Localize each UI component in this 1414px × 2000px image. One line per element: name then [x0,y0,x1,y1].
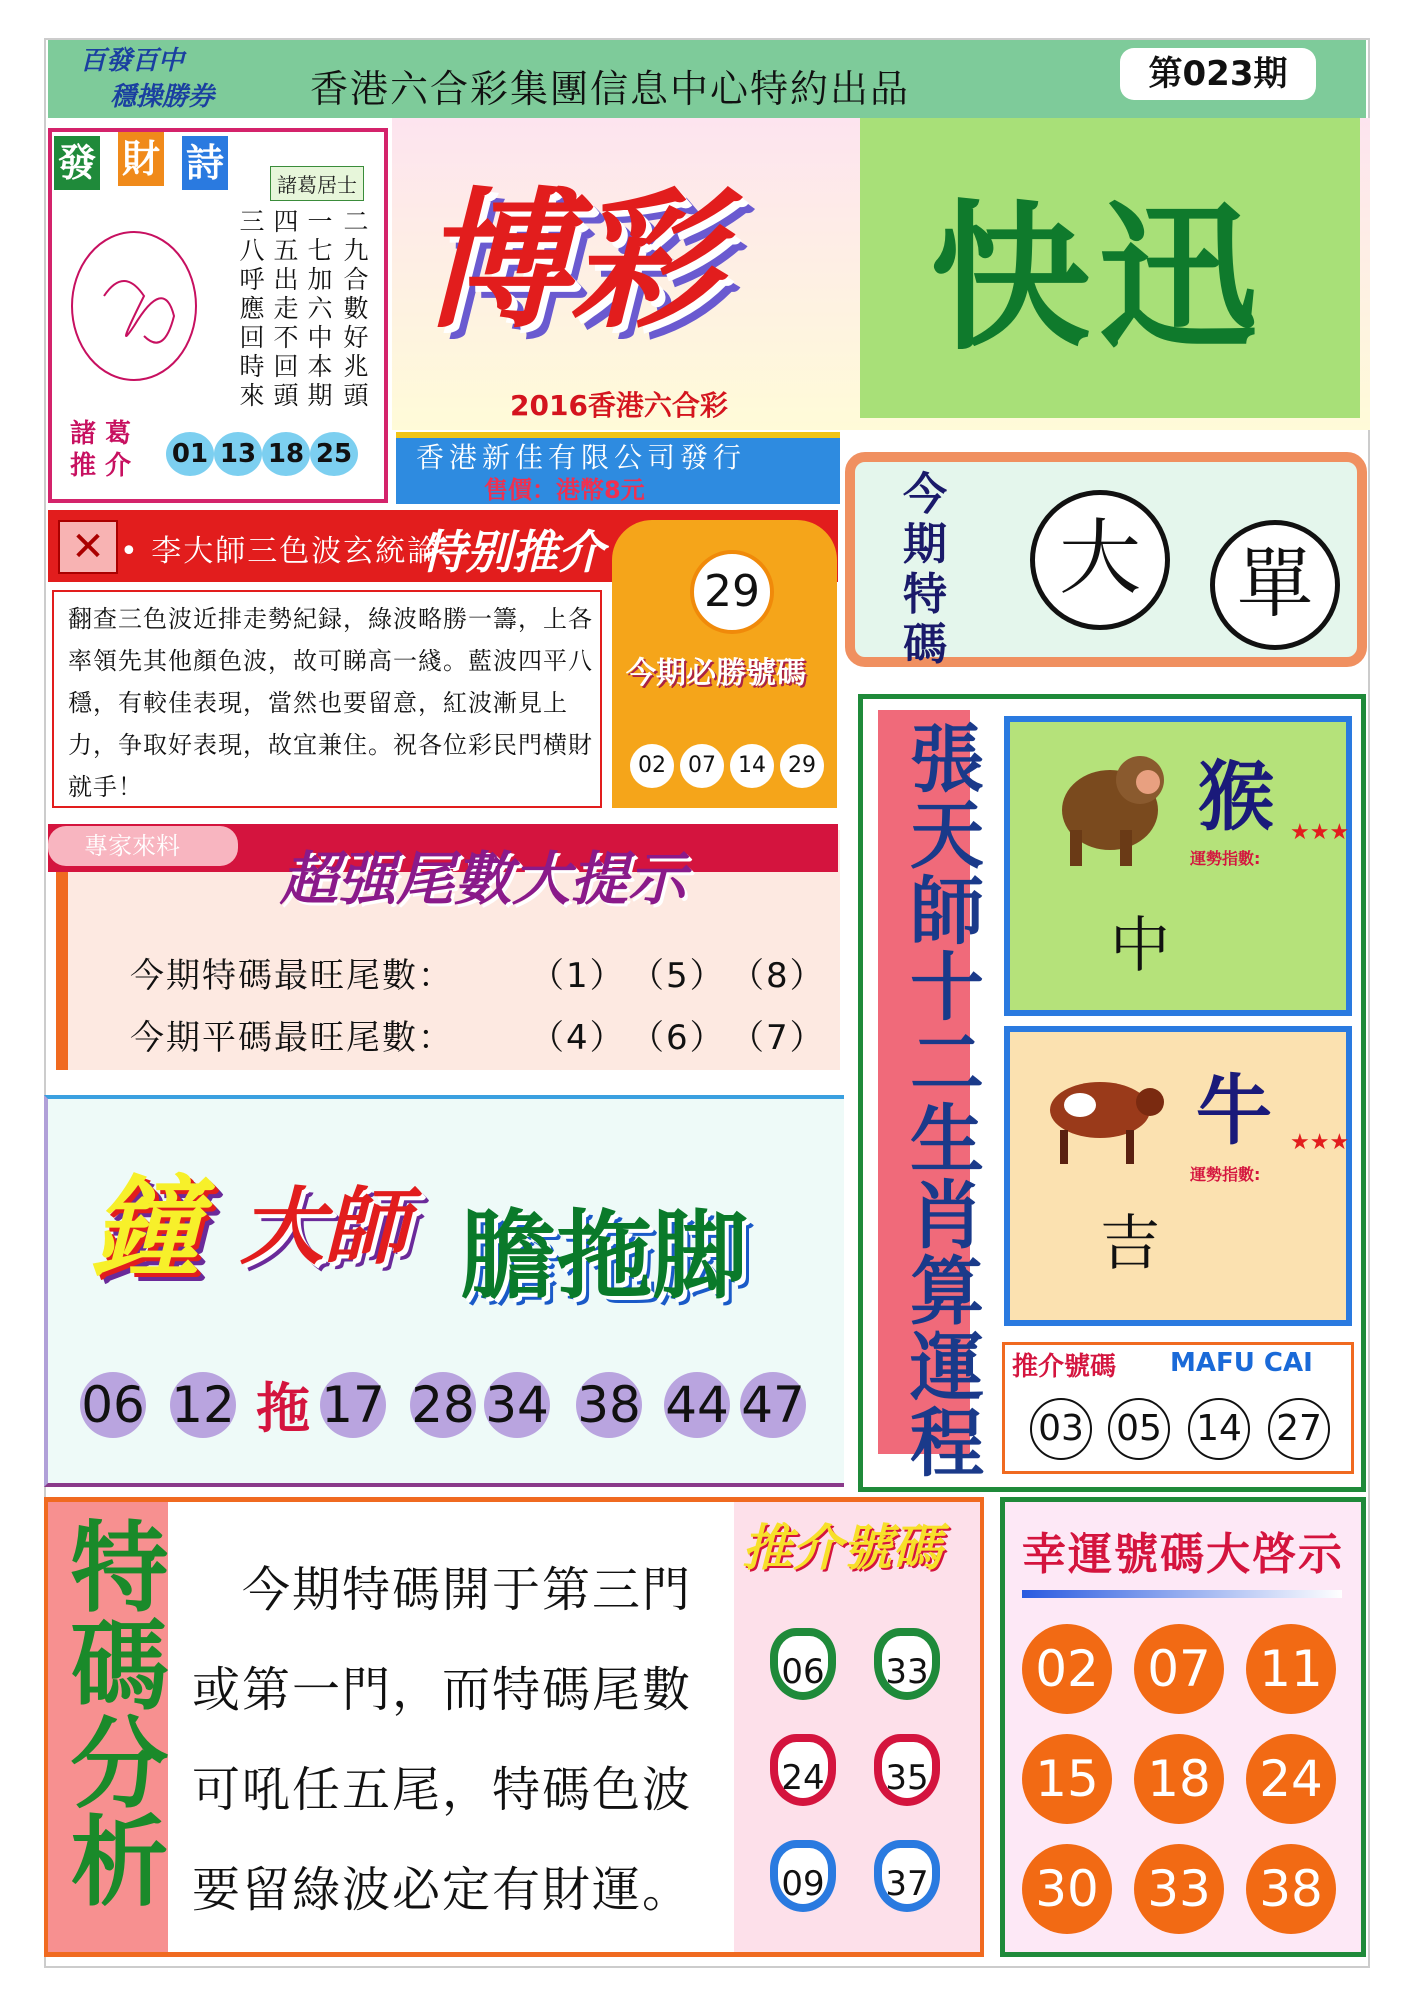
lucky-number: 33 [1134,1844,1224,1934]
expert-badge: 專家來料 [48,826,238,866]
li-master-title: • 李大師三色波玄統論 [120,534,440,569]
special-label-char: 今 [903,469,947,520]
tail-row-2-label: 今期平碼最旺尾數： [130,1018,454,1058]
tail-row-1-label: 今期特碼最旺尾數： [130,956,454,996]
lucky-title: 幸運號碼大啓示 [1022,1529,1344,1580]
zodiac-recommend-number: 03 [1030,1398,1092,1460]
analysis-recommend-label: 推介號碼 [742,1519,942,1577]
star-icon: ★★★ [1290,1130,1350,1155]
analysis-recommend-number: 33 [874,1628,940,1700]
lucky-number: 24 [1246,1734,1336,1824]
analysis-line: 今期特碼開于第三門 [242,1562,693,1618]
zodiac-recommend-brand: MAFU CAI [1170,1348,1313,1378]
tail-hint-title: 超强尾數大提示 [280,845,687,913]
tail-row-1-value: （5） [630,956,726,996]
lucky-number: 11 [1246,1624,1336,1714]
header-title: 香港六合彩集團信息中心特約出品 [310,67,911,111]
special-label [895,470,955,670]
title-right: 快迅 [930,185,1267,372]
must-win-number: 07 [680,744,724,788]
lucky-number: 07 [1134,1624,1224,1714]
poem-pick-label [70,418,131,482]
tuo-number: 38 [576,1372,642,1438]
publisher-name: 香港新佳有限公司發行 [416,441,747,474]
logo-line-2: 穩操勝券 [110,82,215,112]
tuo-label: 拖 [256,1377,310,1440]
pick-label-line-1: 諸 葛 [70,419,132,449]
signature-seal-icon [64,226,204,386]
zodiac-index-label: 運勢指數: [1190,849,1261,868]
tail-row-1-value: （8） [730,956,826,996]
must-win-label: 今期必勝號碼 [626,656,806,691]
special-single: 單 [1210,520,1340,650]
zhong-master-title-c: 膽拖脚 [460,1200,748,1312]
poem-char-1: 發 [54,136,100,190]
analysis-recommend-number: 24 [770,1734,836,1806]
poem-number: 01 [166,432,214,476]
zhong-master-title-b: 大師 [240,1178,409,1276]
lucky-number: 15 [1022,1734,1112,1824]
dan-number: 12 [170,1372,236,1438]
poem-number: 13 [214,432,262,476]
zodiac-recommend-label: 推介號碼 [1012,1352,1117,1382]
analysis-label: 特碼分析 [54,1516,168,1908]
poem-char-2: 財 [118,132,164,186]
price: 售價：港幣8元 [484,476,645,504]
zhong-master-title-a: 鐘 [90,1164,200,1292]
zodiac-fortune: 中 [1110,911,1170,981]
tail-row-2-value: （6） [630,1018,726,1058]
special-label-char: 期 [903,519,947,570]
lucky-number: 30 [1022,1844,1112,1934]
poem-line-3: 四五出走不回頭 [270,208,299,411]
must-win-number: 14 [730,744,774,788]
tuo-number: 44 [664,1372,730,1438]
poem-line-1: 二九合數好兆頭 [340,208,369,411]
zodiac-recommend-number: 05 [1108,1398,1170,1460]
ox-icon [1040,1060,1170,1170]
tail-row-1-value: （1） [530,956,626,996]
dan-number: 06 [80,1372,146,1438]
title-left: 博彩 [420,175,721,349]
cross-icon: ✕ [58,520,118,574]
pick-label-line-2: 推 介 [70,451,132,481]
poem-line-2: 一七加六中本期 [304,208,333,411]
poem-author: 諸葛居士 [270,166,364,201]
special-label-char: 特 [903,569,947,620]
special-big: 大 [1030,490,1170,630]
analysis-line: 要留綠波必定有財運。 [192,1862,693,1918]
zodiac-recommend-number: 27 [1268,1398,1330,1460]
tail-row-2-value: （4） [530,1018,626,1058]
poem-number: 25 [310,432,358,476]
zodiac-name: 牛 [1196,1066,1272,1155]
poem-number: 18 [262,432,310,476]
analysis-recommend-number: 06 [770,1628,836,1700]
lucky-number: 02 [1022,1624,1112,1714]
analysis-recommend-number: 37 [874,1840,940,1912]
analysis-line: 或第一門，而特碼尾數 [192,1662,693,1718]
must-win-number: 29 [780,744,824,788]
lucky-number: 18 [1134,1734,1224,1824]
tail-row-2-value: （7） [730,1018,826,1058]
tuo-number: 47 [740,1372,806,1438]
poem-char-3: 詩 [182,136,228,190]
lucky-number: 38 [1246,1844,1336,1934]
logo-line-1: 百發百中 [80,46,185,76]
monkey-icon [1040,740,1170,870]
title-subtitle: 2016香港六合彩 [510,389,728,422]
zodiac-index-label: 運勢指數: [1190,1165,1261,1184]
analysis-line: 可吼任五尾，特碼色波 [192,1762,693,1818]
analysis-recommend-number: 09 [770,1840,836,1912]
tuo-number: 28 [410,1372,476,1438]
zodiac-recommend-number: 14 [1188,1398,1250,1460]
li-master-text: 翻查三色波近排走勢紀録，綠波略勝一籌，上各率領先其他顏色波，故可睇高一綫。藍波四平八穩，有較佳表現，當然也要留意，紅波漸見上力，争取好表現，故宜兼住。祝各位彩民門横財就手！ [68,605,593,801]
issue-number: 第023期 [1120,48,1316,100]
analysis-text [192,1540,712,1940]
lucky-underline [1022,1590,1342,1598]
zodiac-name: 猴 [1198,752,1274,841]
must-win-number: 02 [630,744,674,788]
tuo-number: 34 [484,1372,550,1438]
li-master-recommend: 特别推介 [420,525,604,579]
zodiac-fortune: 吉 [1100,1209,1160,1279]
poem-line-4: 三八呼應回時來 [236,208,265,411]
analysis-recommend-number: 35 [874,1734,940,1806]
star-icon: ★★★ [1290,820,1350,845]
must-win-ball: 29 [690,550,774,634]
zodiac-title: 張天師十二生肖算運程 [898,720,984,1480]
tuo-number: 17 [320,1372,386,1438]
special-label-char: 碼 [903,619,947,670]
